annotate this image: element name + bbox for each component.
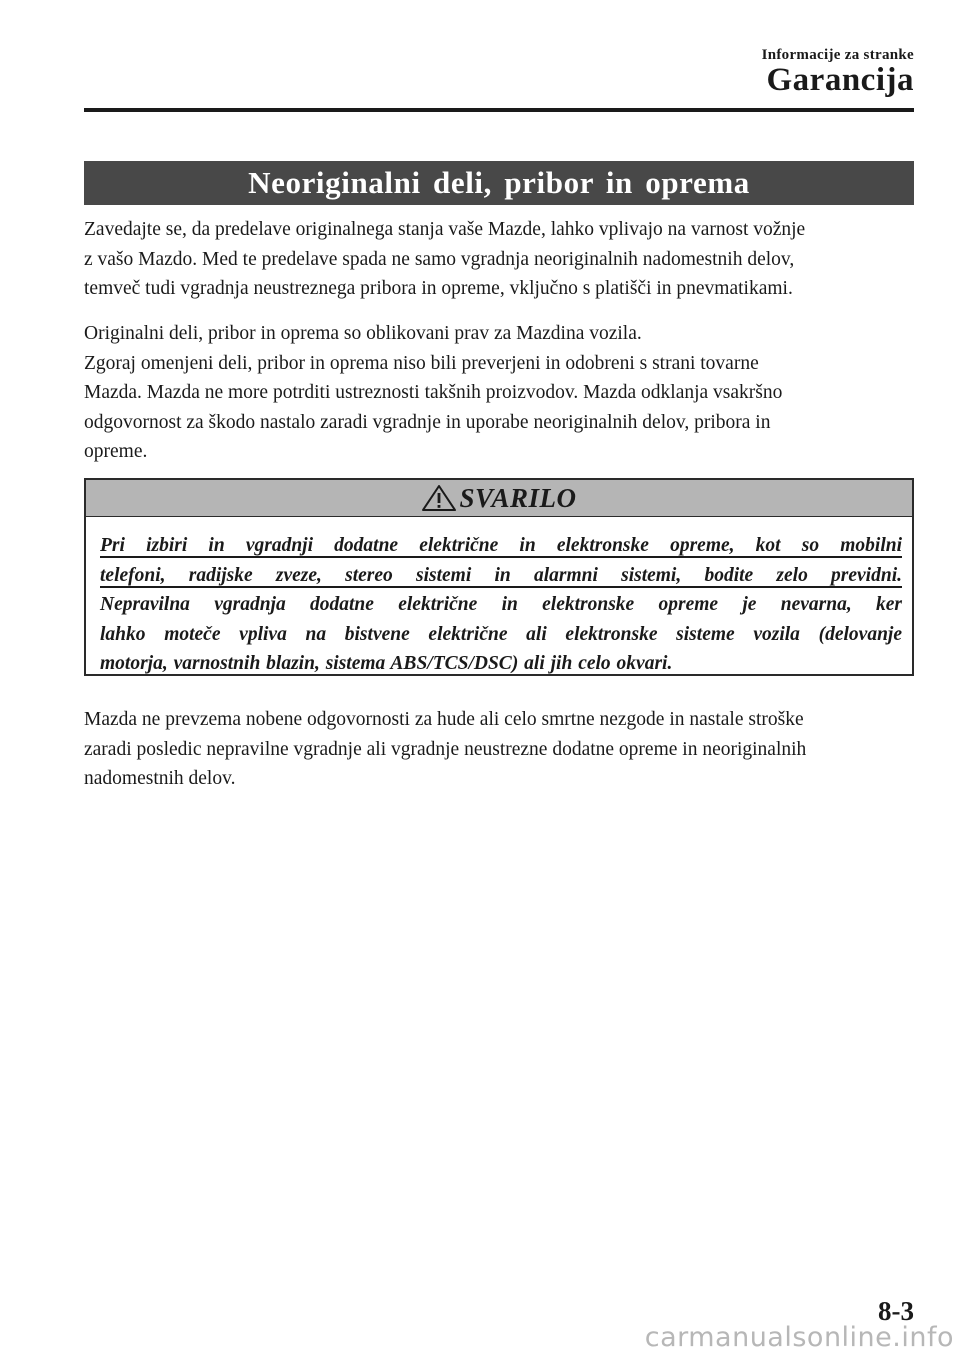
warning-line: Nepravilna vgradnja dodatne električne in elektronske opreme je nevarna, ker bbox=[100, 594, 902, 615]
paragraph-line: z vašo Mazdo. Med te predelave spada ne samo vgradnja neoriginalnih nadomestnih delov, bbox=[84, 248, 795, 270]
page-number: 8-3 bbox=[878, 1296, 914, 1326]
running-header-chapter: Garancija bbox=[766, 62, 914, 98]
section-title: Neoriginalni deli, pribor in oprema bbox=[84, 161, 914, 205]
paragraph-line: Mazda. Mazda ne more potrditi ustreznosti takšnih proizvodov. Mazda odklanja vsakršno bbox=[84, 382, 783, 403]
paragraph-line: Zavedajte se, da predelave originalnega stanja vaše Mazde, lahko vplivajo na varnost vožnje bbox=[84, 219, 806, 240]
paragraph-line: Zgoraj omenjeni deli, pribor in oprema niso bili preverjeni in odobreni s strani tovarne bbox=[84, 352, 759, 374]
warning-body bbox=[86, 517, 912, 679]
running-header-section: Informacije za stranke bbox=[761, 47, 914, 63]
paragraph-line: Mazda ne prevzema nobene odgovornosti za hude ali celo smrtne nezgode in nastale stroške bbox=[84, 709, 804, 730]
paragraph-line: zaradi posledic nepravilne vgradnje ali vgradnje neustrezne dodatne opreme in neoriginalnih bbox=[84, 738, 807, 760]
paragraph-line: temveč tudi vgradnja neustreznega pribora in opreme, vključno s platišči in pnevmatikami. bbox=[84, 278, 793, 299]
warning-line: Pri izbiri in vgradnji dodatne električne in elektronske opreme, kot so mobilni bbox=[100, 535, 902, 556]
warning-line: motorja, varnostnih blazin, sistema ABS/TCS/DSC) ali jih celo okvari. bbox=[100, 653, 673, 674]
header-rule bbox=[84, 108, 914, 112]
watermark: carmanualsonline.info bbox=[644, 1322, 954, 1353]
paragraph-line: Originalni deli, pribor in oprema so oblikovani prav za Mazdina vozila. bbox=[84, 323, 642, 344]
paragraph-intro bbox=[84, 215, 914, 304]
paragraph-line: nadomestnih delov. bbox=[84, 768, 236, 789]
paragraph-line: odgovornost za škodo nastalo zaradi vgradnje in uporabe neoriginalnih delov, pribora in bbox=[84, 411, 771, 433]
warning-label: SVARILO bbox=[459, 482, 577, 513]
warning-line: lahko moteče vpliva na bistvene električne ali elektronske sisteme vozila (delovanje bbox=[100, 623, 902, 645]
warning-box bbox=[84, 478, 914, 676]
paragraph-originals bbox=[84, 319, 914, 467]
warning-triangle-icon bbox=[421, 484, 457, 512]
paragraph-liability bbox=[84, 705, 914, 794]
paragraph-line: opreme. bbox=[84, 441, 148, 462]
warning-line: telefoni, radijske zveze, stereo sistemi in alarmni sistemi, bodite zelo previdni. bbox=[100, 564, 902, 586]
warning-header bbox=[86, 480, 912, 517]
